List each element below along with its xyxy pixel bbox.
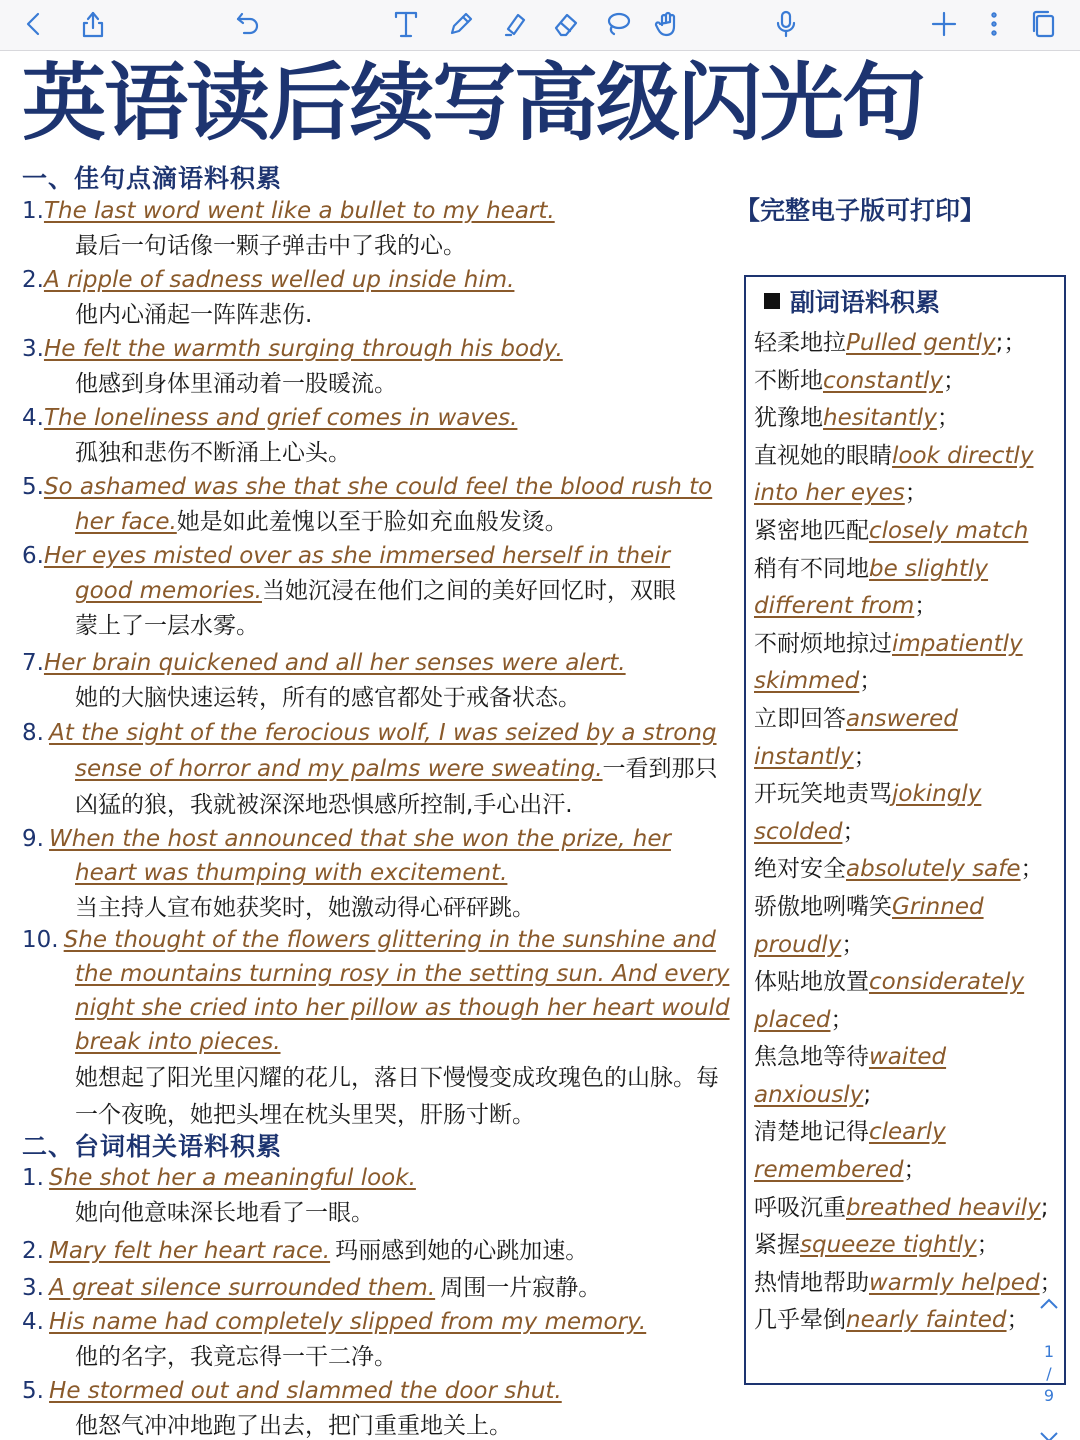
- english-sentence: The last word went like a bullet to my heart.: [43, 198, 555, 224]
- list-item: [22, 1162, 732, 1230]
- adverb-zh: 清楚地记得: [754, 1119, 869, 1146]
- list-item: [22, 1375, 732, 1440]
- toolbar: [0, 0, 1080, 51]
- list-item: [22, 264, 732, 332]
- adverb-en: Pulled gently: [846, 330, 996, 356]
- adverb-item: [754, 1265, 1064, 1303]
- item-number: 10.: [22, 927, 59, 953]
- adverb-zh: 不耐烦地掠过: [754, 630, 892, 657]
- adverb-panel: [744, 275, 1066, 1385]
- adverb-item: [754, 400, 1064, 438]
- adverb-zh: 轻柔地拉: [754, 330, 846, 356]
- adverb-item: [754, 438, 1064, 513]
- chinese-translation: 玛丽感到她的心跳加速。: [335, 1238, 589, 1264]
- share-icon[interactable]: [75, 6, 111, 42]
- list-item: [22, 1271, 732, 1306]
- english-sentence: She shot her a meaningful look.: [49, 1165, 416, 1191]
- list-item: [22, 647, 732, 715]
- adverb-zh: 热情地帮助: [754, 1269, 869, 1296]
- adverb-en: jokingly scolded: [754, 781, 982, 845]
- chinese-translation: 她的大脑快速运转，所有的感官都处于戒备状态。: [75, 685, 581, 711]
- item-number: 3.: [22, 1275, 44, 1301]
- chinese-translation: 她向他意味深长地看了一眼。: [75, 1200, 374, 1226]
- adverb-en: hesitantly: [823, 405, 937, 432]
- list-item: [22, 1234, 732, 1269]
- text-tool-icon[interactable]: [388, 6, 424, 42]
- item-number: 6.: [22, 543, 44, 569]
- adverb-en: nearly fainted: [846, 1307, 1007, 1334]
- adverb-zh: 紧握: [754, 1232, 800, 1259]
- item-number: 7.: [22, 650, 44, 676]
- item-number: 4.: [22, 1309, 44, 1335]
- adverb-item: [754, 1114, 1064, 1189]
- adverb-punct: ；: [830, 1006, 854, 1033]
- chinese-translation: 她是如此羞愧以至于脸如充血般发烫。: [176, 509, 568, 535]
- adverb-zh: 绝对安全: [754, 856, 846, 883]
- adverb-item: [754, 325, 1064, 363]
- english-sentence: She thought of the flowers glittering in the sunshine and the mountains turning rosy in the setting sun. And every night she cried into her pillow as though her heart would break into pieces.: [63, 927, 730, 1055]
- page-separator: /: [1046, 1364, 1052, 1383]
- adverb-item: [754, 1039, 1064, 1114]
- adverb-en: Grinned proudly: [754, 893, 984, 958]
- page-indicator: [1036, 1296, 1062, 1440]
- adverb-list: [754, 325, 1064, 1340]
- adverb-zh: 焦急地等待: [754, 1044, 869, 1071]
- adverb-item: [754, 889, 1064, 964]
- adverb-zh: 犹豫地: [754, 405, 823, 432]
- chinese-translation: 他感到身体里涌动着一股暖流。: [75, 371, 397, 397]
- add-icon[interactable]: [926, 6, 962, 42]
- adverb-item: [754, 1190, 1064, 1228]
- adverb-en: look directly into her eyes: [754, 442, 1034, 507]
- adverb-punct: ；: [903, 1157, 927, 1184]
- adverb-punct: ；: [936, 405, 960, 432]
- adverb-en: warmly helped: [869, 1269, 1040, 1296]
- adverb-en: considerately placed: [754, 969, 1025, 1033]
- adverb-punct: ;；: [995, 330, 1027, 356]
- chinese-translation: 他内心涌起一阵阵悲伤.: [75, 302, 313, 328]
- item-number: 9.: [22, 826, 44, 852]
- adverb-item: [754, 701, 1064, 776]
- adverb-en: clearly remembered: [754, 1119, 946, 1184]
- adverb-item: [754, 513, 1064, 551]
- item-number: 2.: [22, 1238, 44, 1264]
- english-sentence: He stormed out and slammed the door shut.: [49, 1378, 562, 1404]
- adverb-punct: ；: [842, 818, 866, 845]
- adverb-zh: 体贴地放置: [754, 969, 869, 996]
- english-sentence: The loneliness and grief comes in waves.: [43, 405, 518, 431]
- eraser-icon[interactable]: [548, 6, 584, 42]
- adverb-item: [754, 1227, 1064, 1265]
- list-item: [22, 333, 732, 401]
- lasso-icon[interactable]: [600, 6, 636, 42]
- adverb-punct: ；: [943, 367, 966, 394]
- pen-icon[interactable]: [443, 6, 479, 42]
- adverb-punct: ；: [859, 668, 883, 695]
- chevron-down-icon[interactable]: [1036, 1429, 1062, 1440]
- adverb-item: [754, 626, 1064, 701]
- chinese-translation: 他怒气冲冲地跑了出去，把门重重地关上。: [75, 1413, 512, 1439]
- item-number: 1.: [22, 198, 44, 224]
- adverb-en: closely match: [869, 517, 1029, 544]
- adverb-en: waited anxiously: [754, 1044, 947, 1108]
- highlighter-icon[interactable]: [497, 6, 533, 42]
- adverb-heading-text: 副词语料积累: [790, 288, 941, 317]
- adverb-en: answered instantly: [754, 705, 958, 770]
- adverb-zh: 直视她的眼睛: [754, 442, 892, 469]
- english-sentence: A great silence surrounded them.: [49, 1275, 436, 1301]
- chevron-up-icon[interactable]: [1036, 1296, 1062, 1315]
- english-sentence: His name had completely slipped from my memory.: [49, 1309, 647, 1335]
- pages-icon[interactable]: [1026, 6, 1062, 42]
- chinese-translation: 当她沉浸在他们之间的美好回忆时，双眼蒙上了一层水雾。: [75, 578, 676, 639]
- adverb-zh: 开玩笑地责骂: [754, 781, 892, 808]
- list-item: [22, 402, 732, 470]
- adverb-en: breathed heavily: [846, 1194, 1041, 1221]
- adverb-punct: ；: [841, 931, 865, 958]
- section-heading-2: 二、台词相关语料积累: [22, 1132, 283, 1161]
- adverb-en: absolutely safe: [846, 856, 1021, 883]
- total-pages: 9: [1043, 1386, 1055, 1405]
- adverb-zh: 呼吸沉重: [754, 1194, 846, 1221]
- item-number: 4.: [22, 405, 44, 431]
- adverb-en: constantly: [823, 367, 943, 394]
- adverb-item: [754, 851, 1064, 889]
- adverb-zh: 不断地: [754, 367, 823, 394]
- item-number: 1.: [22, 1165, 44, 1191]
- item-number: 8.: [22, 720, 44, 746]
- hand-icon[interactable]: [650, 6, 686, 42]
- adverb-en: squeeze tightly: [800, 1232, 977, 1259]
- list-item: [22, 823, 732, 925]
- english-sentence: Her eyes misted over as she immersed herself in their good memories.: [43, 543, 671, 604]
- adverb-zh: 紧密地匹配: [754, 517, 869, 544]
- adverb-punct: ；: [904, 480, 928, 507]
- chinese-translation: 她想起了阳光里闪耀的花儿，落日下慢慢变成玫瑰色的山脉。每一个夜晚，她把头埋在枕头里哭，肝肠寸断。: [75, 1065, 719, 1128]
- english-sentence: When the host announced that she won the prize, her heart was thumping with excitement.: [49, 826, 671, 886]
- adverb-punct: ；: [1039, 1269, 1063, 1296]
- adverb-item: [754, 363, 1064, 401]
- item-number: 2.: [22, 267, 44, 293]
- english-sentence: Mary felt her heart race.: [49, 1238, 331, 1264]
- list-item: [22, 924, 732, 1134]
- document-page[interactable]: [0, 51, 1080, 1440]
- back-icon[interactable]: [16, 6, 52, 42]
- list-item: [22, 1306, 732, 1374]
- current-page: 1: [1043, 1342, 1055, 1361]
- adverb-panel-title: [764, 283, 940, 319]
- adverb-zh: 骄傲地咧嘴笑: [754, 893, 892, 920]
- printable-note: 【完整电子版可打印】: [735, 196, 986, 225]
- adverb-item: [754, 551, 1064, 626]
- adverb-punct: ;: [1040, 1194, 1049, 1221]
- english-sentence: At the sight of the ferocious wolf, I was seized by a strong sense of horror and my palms were sweating.: [49, 720, 717, 782]
- list-item: [22, 471, 732, 540]
- adverb-item: [754, 776, 1064, 851]
- chinese-translation: 最后一句话像一颗子弹击中了我的心。: [75, 233, 466, 259]
- microphone-icon[interactable]: [768, 6, 804, 42]
- adverb-en: be slightly different from: [754, 555, 989, 620]
- english-sentence: Her brain quickened and all her senses were alert.: [43, 650, 626, 676]
- chinese-translation: 孤独和悲伤不断涌上心头。: [75, 440, 351, 466]
- adverb-zh: 立即回答: [754, 705, 846, 732]
- adverb-punct: ；: [914, 593, 938, 620]
- adverb-zh: 几乎晕倒: [754, 1307, 846, 1334]
- chinese-translation: 一看到那只凶猛的狼，我就被深深地恐惧感所控制,手心出汗.: [75, 756, 718, 818]
- adverb-punct: ;: [863, 1081, 872, 1108]
- chinese-translation: 他的名字，我竟忘得一干二净。: [75, 1344, 397, 1370]
- adverb-item: [754, 964, 1064, 1039]
- adverb-punct: ；: [1020, 856, 1044, 883]
- adverb-punct: ；: [1006, 1307, 1030, 1334]
- adverb-punct: ；: [853, 743, 877, 770]
- page-title: 英语读后续写高级闪光句: [22, 54, 925, 152]
- undo-icon[interactable]: [230, 6, 266, 42]
- square-bullet-icon: [764, 293, 780, 309]
- adverb-punct: ；: [976, 1232, 1000, 1259]
- chinese-translation: 周围一片寂静。: [440, 1275, 602, 1301]
- english-sentence: A ripple of sadness welled up inside him.: [43, 267, 515, 293]
- list-item: [22, 540, 732, 644]
- adverb-en: impatiently skimmed: [754, 630, 1023, 695]
- english-sentence: He felt the warmth surging through his body.: [43, 336, 563, 362]
- item-number: 3.: [22, 336, 44, 362]
- list-item: [22, 195, 732, 263]
- more-icon[interactable]: [976, 6, 1012, 42]
- adverb-zh: 稍有不同地: [754, 555, 869, 582]
- chinese-translation: 当主持人宣布她获奖时，她激动得心砰砰跳。: [75, 895, 535, 921]
- item-number: 5.: [22, 474, 44, 500]
- item-number: 5.: [22, 1378, 44, 1404]
- adverb-item: [754, 1302, 1064, 1340]
- list-item: [22, 716, 732, 824]
- section-heading-1: 一、佳句点滴语料积累: [22, 164, 283, 193]
- english-sentence: So ashamed was she that she could feel the blood rush to her face.: [43, 474, 713, 535]
